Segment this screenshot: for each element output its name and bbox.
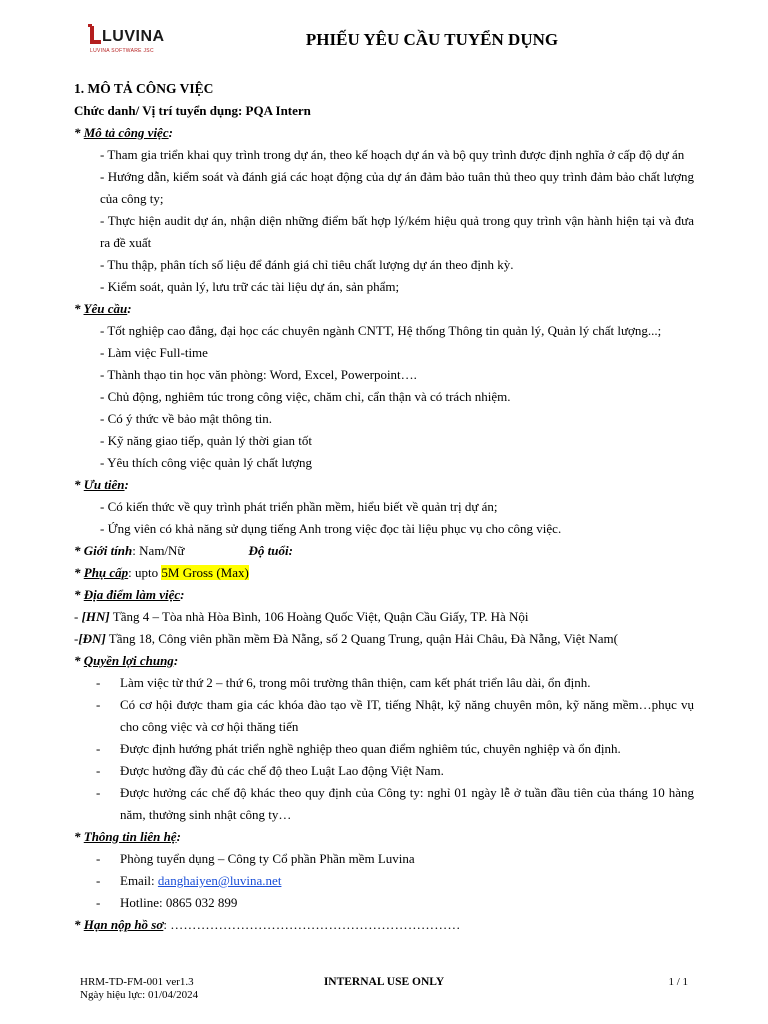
- list-item: - Tốt nghiệp cao đẳng, đại học các chuyên ngành CNTT, Hệ thống Thông tin quản lý, Quản lý chất lượng...;: [100, 323, 662, 338]
- list-item: - Có cơ hội được tham gia các khóa đào tạo về IT, tiếng Nhật, kỹ năng chuyên môn, kỹ năng mềm…phục vụ cho công việc và cơ hội thăng tiến: [96, 697, 694, 734]
- list-item: - Có kiến thức về quy trình phát triển phần mềm, hiểu biết về quản trị dự án;: [100, 499, 498, 514]
- location-dn: -[ĐN] Tầng 18, Công viên phần mềm Đà Nẵng, số 2 Quang Trung, quận Hải Châu, Đà Nẵng, Việt Nam(: [74, 631, 618, 646]
- logo-text: LUVINA: [102, 28, 165, 45]
- allowance-field: * Phụ cấp: upto 5M Gross (Max): [74, 565, 249, 580]
- document-title: PHIẾU YÊU CẦU TUYỂN DỤNG: [305, 30, 559, 49]
- location-label: * Địa điểm làm việc:: [74, 587, 185, 602]
- effective-date: Ngày hiệu lực: 01/04/2024: [80, 989, 199, 1001]
- list-item: - Tham gia triển khai quy trình trong dự án, theo kế hoạch dự án và bộ quy trình được định nghĩa ở cấp độ dự án: [100, 147, 685, 162]
- requirements-label: * Yêu cầu:: [74, 301, 132, 316]
- contact-label: * Thông tin liên hệ:: [74, 829, 181, 844]
- list-item: - Thành thạo tin học văn phòng: Word, Excel, Powerpoint….: [100, 367, 417, 382]
- job-desc-label: * Mô tả công việc:: [74, 125, 173, 140]
- gender-age-row: [74, 540, 694, 562]
- list-item: - Kỹ năng giao tiếp, quản lý thời gian tốt: [100, 433, 312, 448]
- list-item: - Ứng viên có khả năng sử dụng tiếng Anh trong việc đọc tài liệu phục vụ cho công việc.: [100, 521, 562, 536]
- list-item: - Làm việc Full-time: [100, 345, 208, 360]
- gender-value: Nam/Nữ: [139, 543, 185, 558]
- priority-label: * Ưu tiên:: [74, 477, 129, 492]
- allowance-value: 5M Gross (Max): [161, 565, 249, 580]
- contact-email: - Email: danghaiyen@luvina.net: [96, 873, 282, 888]
- list-item: - Chủ động, nghiêm túc trong công việc, chăm chỉ, cẩn thận và có trách nhiệm.: [100, 389, 511, 404]
- list-item: - Làm việc từ thứ 2 – thứ 6, trong môi trường thân thiện, cam kết phát triển lâu dài, ổn định.: [96, 675, 591, 690]
- location-hn: - [HN] Tầng 4 – Tòa nhà Hòa Bình, 106 Hoàng Quốc Việt, Quận Cầu Giấy, TP. Hà Nội: [74, 609, 529, 624]
- list-item: - Được hưởng các chế độ khác theo quy định của Công ty: nghỉ 01 ngày lễ ở tuần đầu tiên của tháng 10 hàng năm, thưởng sinh nhật công ty…: [96, 785, 694, 822]
- list-item: - Có ý thức về bảo mật thông tin.: [100, 411, 273, 426]
- list-item: - Yêu thích công việc quản lý chất lượng: [100, 455, 312, 470]
- list-item: - Được định hướng phát triển nghề nghiệp theo quan điểm nghiêm túc, chuyên nghiệp và ổn định.: [96, 741, 621, 756]
- job-position: Chức danh/ Vị trí tuyển dụng: PQA Intern: [74, 103, 311, 118]
- section-heading: 1. MÔ TẢ CÔNG VIỆC: [74, 81, 214, 96]
- deadline-field: * Hạn nộp hồ sơ: …………………………………………………………: [74, 917, 461, 932]
- contact-company: - Phòng tuyển dụng – Công ty Cổ phần Phần mềm Luvina: [96, 851, 415, 866]
- email-link[interactable]: danghaiyen@luvina.net: [157, 873, 282, 888]
- form-code: HRM-TD-FM-001 ver1.3: [80, 976, 194, 988]
- contact-hotline: - Hotline: 0865 032 899: [96, 895, 238, 910]
- classification-label: INTERNAL USE ONLY: [323, 976, 445, 988]
- list-item: - Kiểm soát, quản lý, lưu trữ các tài liệu dự án, sản phẩm;: [100, 279, 400, 294]
- age-label: Độ tuổi:: [248, 543, 293, 558]
- list-item: - Thực hiện audit dự án, nhận diện những điểm bất hợp lý/kém hiệu quả trong quy trình vận hành hiện tại và đưa ra đề xuất: [100, 213, 694, 250]
- list-item: - Hướng dẫn, kiểm soát và đánh giá các hoạt động của dự án đảm bảo tuân thủ theo quy trình đảm bảo chất lượng của công ty;: [100, 169, 694, 206]
- document-body: [74, 78, 694, 936]
- list-item: - Thu thập, phân tích số liệu để đánh giá chỉ tiêu chất lượng dự án theo định kỳ.: [100, 257, 514, 272]
- benefits-label: * Quyền lợi chung:: [74, 653, 179, 668]
- list-item: - Được hưởng đầy đủ các chế độ theo Luật Lao động Việt Nam.: [96, 763, 444, 778]
- page-number: 1 / 1: [668, 976, 688, 988]
- logo-subtitle: LUVINA SOFTWARE JSC: [90, 48, 154, 54]
- gender-field: * Giới tính: Nam/Nữ: [74, 543, 185, 558]
